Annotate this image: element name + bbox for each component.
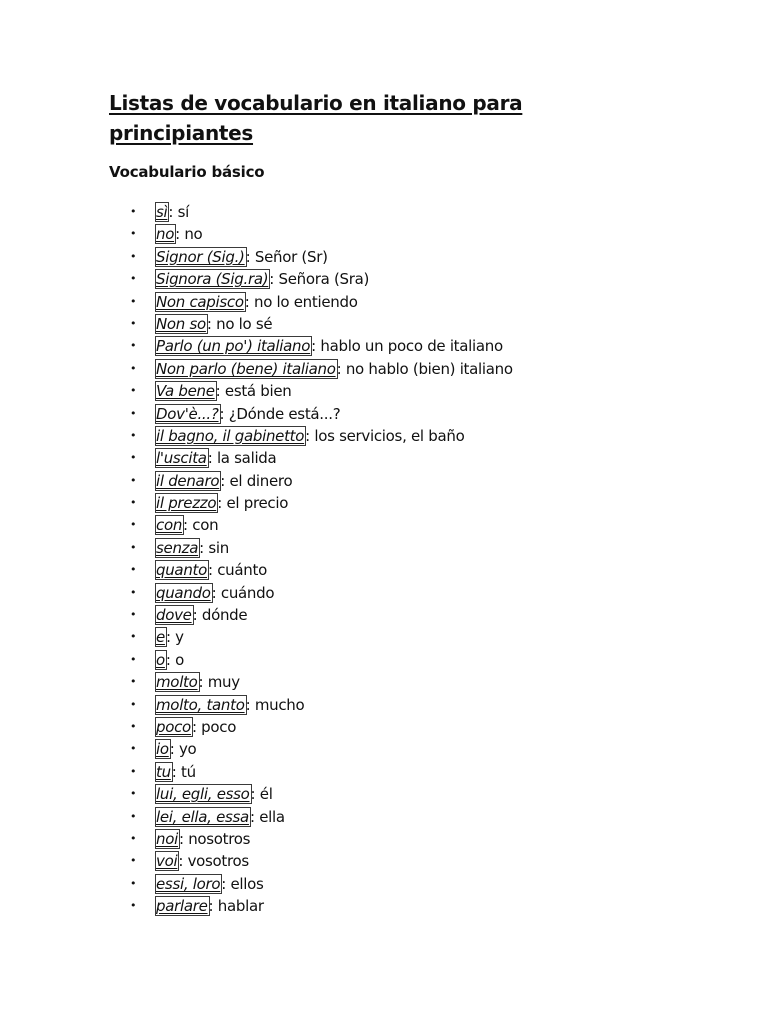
italian-term-link[interactable]: voi <box>156 852 178 871</box>
italian-term-link[interactable]: poco <box>156 717 191 736</box>
bullet-icon: • <box>130 787 137 801</box>
bullet-icon: • <box>130 272 137 286</box>
spanish-translation: ella <box>259 807 285 826</box>
italian-term-link[interactable]: senza <box>156 538 199 557</box>
italian-term-link[interactable]: tu <box>156 762 171 781</box>
list-item <box>0 246 768 268</box>
separator: : <box>244 292 254 311</box>
bullet-icon: • <box>130 831 137 845</box>
italian-term-link[interactable]: l'uscita <box>156 449 207 468</box>
bullet-icon: • <box>130 473 137 487</box>
bullet-icon: • <box>130 899 137 913</box>
italian-term-link[interactable]: Parlo (un po') italiano <box>156 337 311 356</box>
list-item <box>0 514 768 536</box>
italian-term-link[interactable]: molto <box>156 673 198 692</box>
bullet-icon: • <box>130 809 137 823</box>
spanish-translation: cuándo <box>220 583 275 602</box>
italian-term-link[interactable]: molto, tanto <box>156 695 245 714</box>
bullet-icon: • <box>130 361 137 375</box>
separator: : <box>211 583 221 602</box>
spanish-translation: sin <box>208 538 229 557</box>
bullet-icon: • <box>130 518 137 532</box>
list-item <box>0 806 768 828</box>
separator: : <box>192 606 202 625</box>
separator: : <box>305 426 315 445</box>
separator: : <box>165 628 176 647</box>
italian-term-link[interactable]: no <box>156 225 175 244</box>
separator: : <box>245 247 255 266</box>
list-item <box>0 268 768 290</box>
list-item <box>0 201 768 223</box>
spanish-translation: dónde <box>201 606 248 625</box>
bullet-icon: • <box>130 652 137 666</box>
bullet-icon: • <box>130 428 137 442</box>
list-item <box>0 649 768 671</box>
list-item <box>0 850 768 872</box>
italian-term-link[interactable]: Signora (Sig.ra) <box>156 270 269 289</box>
separator: : <box>198 673 208 692</box>
italian-term-link[interactable]: Non so <box>156 314 206 333</box>
section-heading: Vocabulario básico <box>109 163 265 181</box>
bullet-icon: • <box>130 764 137 778</box>
spanish-translation: no lo sé <box>216 314 273 333</box>
list-item <box>0 738 768 760</box>
list-item <box>0 492 768 514</box>
spanish-translation: Señora (Sra) <box>278 270 370 289</box>
bullet-icon: • <box>130 339 137 353</box>
list-item <box>0 291 768 313</box>
bullet-icon: • <box>130 384 137 398</box>
list-item <box>0 716 768 738</box>
list-item <box>0 895 768 917</box>
spanish-translation: no lo entiendo <box>253 292 358 311</box>
list-item <box>0 604 768 626</box>
bullet-icon: • <box>130 630 137 644</box>
bullet-icon: • <box>130 249 137 263</box>
spanish-translation: hablar <box>217 897 264 916</box>
list-item <box>0 626 768 648</box>
bullet-icon: • <box>130 496 137 510</box>
separator: : <box>169 740 179 759</box>
italian-term-link[interactable]: Non parlo (bene) italiano <box>156 359 336 378</box>
bullet-icon: • <box>130 316 137 330</box>
spanish-translation: tú <box>181 762 196 781</box>
separator: : <box>191 717 202 736</box>
spanish-translation: el dinero <box>229 471 293 490</box>
separator: : <box>311 337 321 356</box>
bullet-icon: • <box>130 451 137 465</box>
separator: : <box>219 404 229 423</box>
spanish-translation: muy <box>207 673 240 692</box>
spanish-translation: los servicios, el baño <box>314 426 465 445</box>
separator: : <box>250 785 260 804</box>
spanish-translation: yo <box>178 740 197 759</box>
italian-term-link[interactable]: Va bene <box>156 382 215 401</box>
list-item <box>0 223 768 245</box>
list-item <box>0 313 768 335</box>
separator: : <box>249 807 260 826</box>
italian-term-link[interactable]: lei, ella, essa <box>156 807 249 826</box>
separator: : <box>245 695 255 714</box>
spanish-translation: o <box>175 650 185 669</box>
list-item <box>0 425 768 447</box>
list-item <box>0 559 768 581</box>
italian-term-link[interactable]: essi, loro <box>156 874 221 893</box>
spanish-translation: cuánto <box>217 561 267 580</box>
separator: : <box>165 650 176 669</box>
spanish-translation: él <box>259 785 273 804</box>
bullet-icon: • <box>130 563 137 577</box>
bullet-icon: • <box>130 608 137 622</box>
italian-term-link[interactable]: dove <box>156 606 192 625</box>
list-item <box>0 671 768 693</box>
separator: : <box>217 494 227 513</box>
spanish-translation: ¿Dónde está...? <box>228 404 341 423</box>
list-item <box>0 873 768 895</box>
italian-term-link[interactable]: io <box>156 740 169 759</box>
separator: : <box>199 538 209 557</box>
spanish-translation: con <box>192 516 219 535</box>
italian-term-link[interactable]: con <box>156 516 183 535</box>
spanish-translation: no hablo (bien) italiano <box>345 359 513 378</box>
bullet-icon: • <box>130 294 137 308</box>
separator: : <box>221 874 231 893</box>
italian-term-link[interactable]: parlare <box>156 897 208 916</box>
bullet-icon: • <box>130 675 137 689</box>
italian-term-link[interactable]: Dov'è...? <box>156 404 219 423</box>
spanish-translation: no <box>184 225 203 244</box>
list-item <box>0 403 768 425</box>
bullet-icon: • <box>130 697 137 711</box>
list-item <box>0 694 768 716</box>
italian-term-link[interactable]: e <box>156 628 165 647</box>
bullet-icon: • <box>130 540 137 554</box>
spanish-translation: hablo un poco de italiano <box>320 337 503 356</box>
separator: : <box>178 829 189 848</box>
italian-term-link[interactable]: quando <box>156 583 211 602</box>
spanish-translation: la salida <box>216 449 277 468</box>
spanish-translation: mucho <box>254 695 305 714</box>
bullet-icon: • <box>130 585 137 599</box>
bullet-icon: • <box>130 854 137 868</box>
list-item <box>0 761 768 783</box>
italian-term-link[interactable]: Signor (Sig.) <box>156 247 245 266</box>
spanish-translation: sí <box>177 203 190 221</box>
italian-term-link[interactable]: il prezzo <box>156 494 217 513</box>
separator: : <box>178 852 188 871</box>
list-item <box>0 537 768 559</box>
list-item <box>0 582 768 604</box>
separator: : <box>220 471 230 490</box>
separator: : <box>336 359 346 378</box>
bullet-icon: • <box>130 406 137 420</box>
spanish-translation: y <box>175 628 184 647</box>
list-item <box>0 470 768 492</box>
page-title: Listas de vocabulario en italiano para principiantes <box>109 91 523 145</box>
italian-term-link[interactable]: sì <box>156 203 168 221</box>
bullet-icon: • <box>130 742 137 756</box>
spanish-translation: nosotros <box>188 829 251 848</box>
vocabulary-list <box>0 201 768 918</box>
separator: : <box>215 382 225 401</box>
italian-term-link[interactable]: il bagno, il gabinetto <box>156 426 305 445</box>
separator: : <box>206 314 217 333</box>
spanish-translation: vosotros <box>187 852 249 871</box>
italian-term-link[interactable]: Non capisco <box>156 292 244 311</box>
spanish-translation: Señor (Sr) <box>254 247 328 266</box>
italian-term-link[interactable]: o <box>156 650 165 669</box>
separator: : <box>183 516 193 535</box>
separator: : <box>171 762 182 781</box>
list-item <box>0 447 768 469</box>
spanish-translation: ellos <box>230 874 264 893</box>
spanish-translation: el precio <box>226 494 289 513</box>
separator: : <box>175 225 185 244</box>
separator: : <box>269 270 279 289</box>
separator: : <box>207 449 217 468</box>
italian-term-link[interactable]: il denaro <box>156 471 220 490</box>
italian-term-link[interactable]: lui, egli, esso <box>156 785 250 804</box>
list-item <box>0 380 768 402</box>
italian-term-link[interactable]: noi <box>156 829 178 848</box>
separator: : <box>208 561 218 580</box>
separator: : <box>168 203 178 221</box>
bullet-icon: • <box>130 719 137 733</box>
bullet-icon: • <box>130 876 137 890</box>
bullet-icon: • <box>130 227 137 241</box>
spanish-translation: poco <box>201 717 237 736</box>
list-item <box>0 828 768 850</box>
italian-term-link[interactable]: quanto <box>156 561 207 580</box>
separator: : <box>208 897 218 916</box>
bullet-icon: • <box>130 205 137 218</box>
list-item <box>0 358 768 380</box>
list-item <box>0 783 768 805</box>
list-item <box>0 335 768 357</box>
spanish-translation: está bien <box>224 382 292 401</box>
